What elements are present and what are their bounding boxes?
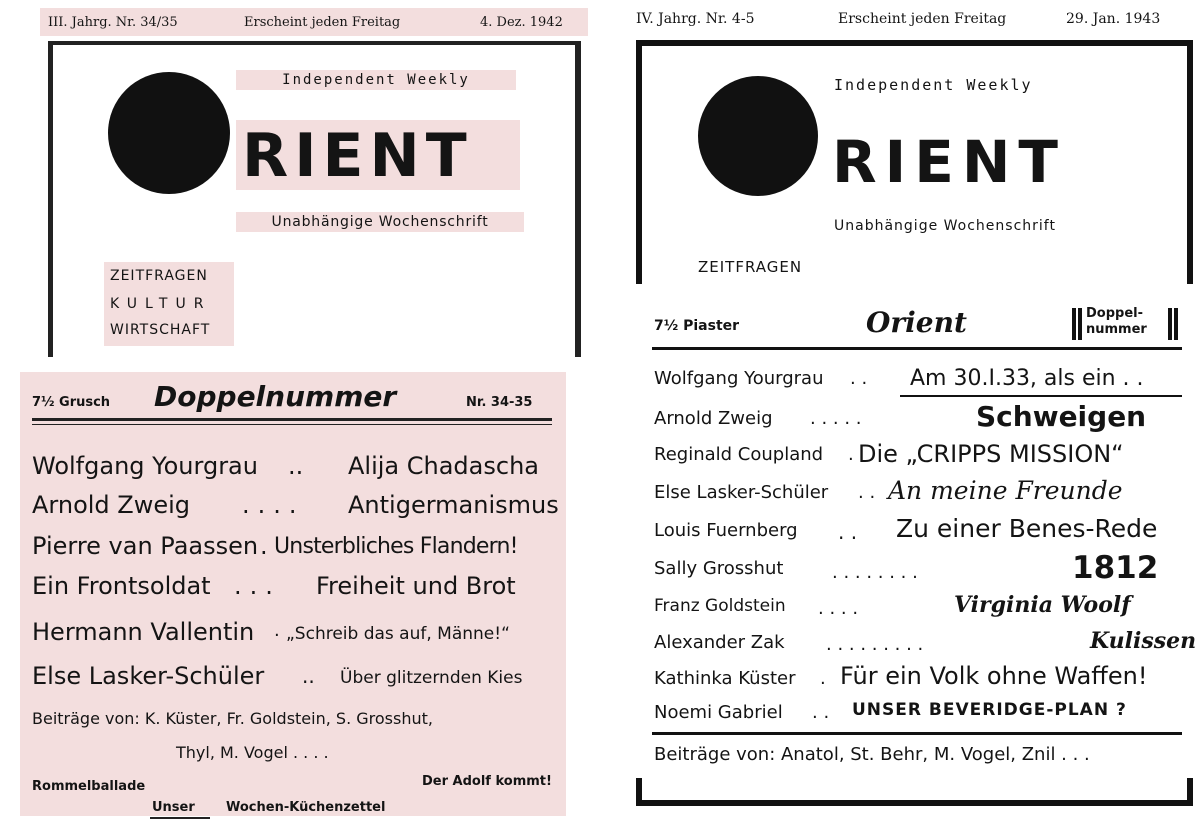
left-footer-bottom-a: Unser [152,800,195,815]
right-toc-title-5: Zu einer Benes-Rede [896,514,1158,543]
right-edition-bar-left-b [1078,308,1082,340]
left-issue-number: III. Jahrg. Nr. 34/35 [48,15,178,30]
left-frequency: Erscheint jeden Freitag [244,15,401,30]
right-toc-author-8: Alexander Zak [654,632,785,653]
left-toc-dots-6: .. [302,664,315,688]
left-toc-title-4: Freiheit und Brot [316,572,516,600]
left-footer-bottom-b: Wochen-Küchenzettel [226,800,386,815]
left-toc-title-3: Unsterbliches Flandern! [274,534,518,559]
right-toc-title-7: Virginia Woolf [954,592,1131,618]
right-toc-author-7: Franz Goldstein [654,596,786,616]
right-title-underline [900,395,1182,397]
left-toc-dots-3: . [260,532,268,560]
right-edition-2: nummer [1086,322,1147,337]
right-price: 7½ Piaster [654,318,740,334]
right-toc-author-5: Louis Fuernberg [654,520,798,541]
orient-o-circle [108,72,230,194]
left-toc-title-5: „Schreib das auf, Männe!“ [286,624,510,644]
left-toc-author-3: Pierre van Paassen [32,532,259,560]
left-rule-top-thin [32,424,552,425]
right-toc-author-4: Else Lasker-Schüler [654,482,829,503]
left-rule-top [32,418,552,421]
left-issue-header [40,8,588,36]
left-edition: Doppelnummer [154,380,397,413]
right-toc-author-10: Noemi Gabriel [654,702,783,723]
right-title: RIENT [832,128,1066,196]
right-bottom-frame [636,778,1193,806]
right-section: ZEITFRAGEN [698,258,803,276]
right-tagline: Independent Weekly [834,76,1033,94]
right-toc-dots-8: . . . . . . . . . [826,634,924,655]
right-toc-author-2: Arnold Zweig [654,408,773,429]
right-rule-top [652,347,1182,350]
right-toc-title-4: An meine Freunde [888,476,1123,505]
right-edition-bar-right-a [1168,308,1172,340]
right-toc-title-10: UNSER BEVERIDGE-PLAN ? [852,700,1127,720]
left-toc-title-1: Alija Chadascha [348,452,539,480]
right-frequency: Erscheint jeden Freitag [838,11,1007,27]
left-title: RIENT [236,120,520,190]
right-toc-dots-5: . . [838,520,858,544]
left-contributors-2: Thyl, M. Vogel . . . . [176,743,329,762]
left-toc-title-6: Über glitzernden Kies [340,668,523,688]
left-contributors-1: Beiträge von: K. Küster, Fr. Goldstein, S. Grosshut, [32,709,433,728]
right-toc-title-3: Die „CRIPPS MISSION“ [858,440,1124,468]
right-toc-dots-4: . . [858,482,876,503]
left-toc-dots-2: .... [242,491,305,519]
right-toc-title-9: Für ein Volk ohne Waffen! [840,662,1148,690]
right-toc-dots-6: . . . . . . . . [832,562,918,583]
left-section-3: WIRTSCHAFT [110,322,211,338]
right-name: Orient [866,306,967,339]
left-section-1: ZEITFRAGEN [110,268,208,284]
left-toc-dots-4: ... [234,572,281,600]
left-toc-panel [20,372,566,816]
left-toc-author-1: Wolfgang Yourgrau [32,452,258,480]
right-subtitle: Unabhängige Wochenschrift [834,218,1056,234]
right-issue-date: 29. Jan. 1943 [1066,11,1161,27]
left-toc-dots-5: . [274,620,280,641]
right-rule-bottom [652,732,1182,735]
right-page [626,2,1198,826]
right-toc-author-1: Wolfgang Yourgrau [654,368,824,389]
right-toc-title-6: 1812 [1072,550,1159,586]
left-issue-range: Nr. 34-35 [466,395,533,410]
left-sections-box [104,262,234,346]
left-footer-right: Der Adolf kommt! [422,774,552,789]
left-footer-underline [150,817,210,819]
left-issue-date: 4. Dez. 1942 [480,15,563,30]
right-contributors: Beiträge von: Anatol, St. Behr, M. Vogel, Znil . . . [654,744,1090,765]
left-toc-dots-1: .. [288,452,304,480]
right-toc-dots-1: . . [850,368,868,389]
left-tagline: Independent Weekly [236,70,516,90]
right-edition-1: Doppel- [1086,306,1144,321]
right-toc-title-2: Schweigen [976,400,1147,433]
right-toc-dots-10: . . [812,702,830,723]
left-section-2: KULTUR [110,296,212,312]
left-toc-author-5: Hermann Vallentin [32,618,255,646]
right-orient-o-circle [698,76,818,196]
left-toc-author-2: Arnold Zweig [32,491,191,519]
right-toc-title-8: Kulissen [1090,628,1197,654]
left-masthead-panel [40,8,588,348]
right-toc-title-1: Am 30.I.33, als ein . . [910,366,1144,391]
left-footer-left: Rommelballade [32,779,146,794]
left-toc-author-6: Else Lasker-Schüler [32,662,265,690]
right-edition-bar-left-a [1072,308,1076,340]
left-price: 7½ Grusch [32,395,111,410]
left-toc-title-2: Antigermanismus [348,491,559,519]
right-toc-author-9: Kathinka Küster [654,668,796,689]
right-toc-dots-9: . [820,668,826,689]
right-toc-dots-2: . . . . . [810,408,862,429]
right-toc-author-3: Reginald Coupland [654,444,824,465]
right-edition-bar-right-b [1174,308,1178,340]
right-toc-dots-7: . . . . [818,598,859,619]
right-toc-dots-3: . [848,444,854,465]
right-issue-number: IV. Jahrg. Nr. 4-5 [636,11,755,27]
left-subtitle: Unabhängige Wochenschrift [236,212,524,232]
left-toc-author-4: Ein Frontsoldat [32,572,211,600]
right-toc-author-6: Sally Grosshut [654,558,784,579]
